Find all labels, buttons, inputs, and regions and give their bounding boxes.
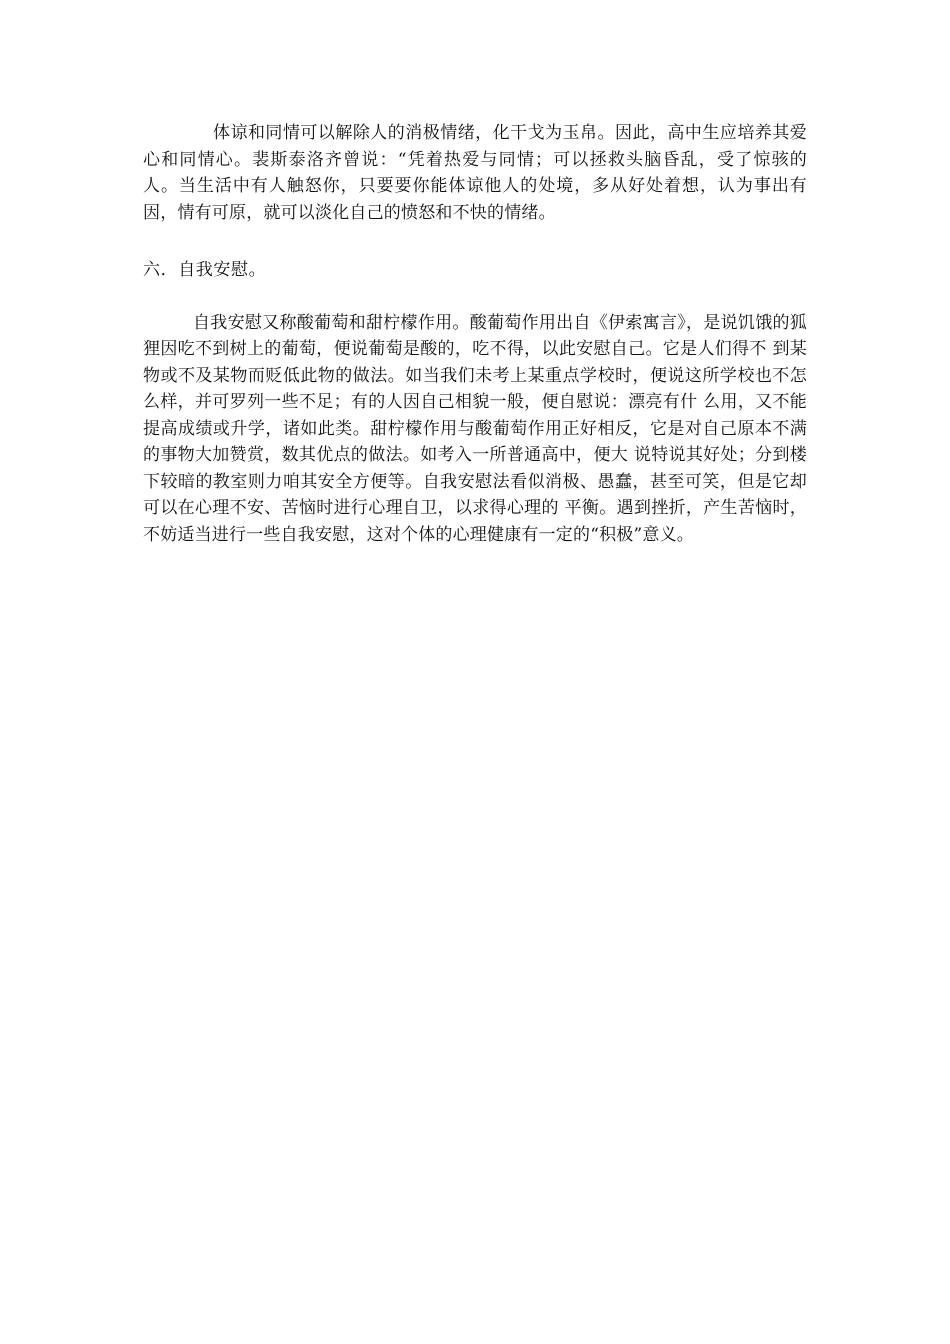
document-body bbox=[143, 120, 807, 548]
paragraph-self-consolation: 自我安慰又称酸葡萄和甜柠檬作用。酸葡萄作用出自《伊索寓言》，是说饥饿的狐狸因吃不到树上的葡萄，便说葡萄是酸的，吃不得，以此安慰自己。它是人们得不 到某物或不及某物而贬低此物的做法。如当我们未考上某重点学校时，便说这所学校也不怎么样，并可罗列一些不足；有的人因自己相貌一般，便自慰说：漂亮有什 么用，又不能提高成绩或升学，诸如此类。甜柠檬作用与酸葡萄作用正好相反，它是对自己原本不满的事物大加赞赏，数其优点的做法。如考入一所普通高中，便大 说特说其好处；分到楼下较暗的教室则力咱其安全方便等。自我安慰法看似消极、愚蠢，甚至可笑，但是它却可以在心理不安、苦恼时进行心理自卫，以求得心理的 平衡。遇到挫折，产生苦恼时，不妨适当进行一些自我安慰，这对个体的心理健康有一定的“积极”意义。 bbox=[143, 312, 807, 545]
paragraph-spacer bbox=[143, 226, 807, 257]
section-heading: 六．自我安慰。 bbox=[143, 260, 267, 280]
paragraph-empathy: 体谅和同情可以解除人的消极情绪，化干戈为玉帛。因此，高中生应培养其爱心和同情心。裴斯泰洛齐曾说：“凭着热爱与同情；可以拯救头脑昏乱，受了惊骇的 人。当生活中有人触怒你，只要要你能体谅他人的处境，多从好处着想，认为事出有因，情有可原，就可以淡化自己的愤怒和不快的情绪。 bbox=[143, 123, 807, 223]
paragraph-spacer bbox=[143, 284, 807, 310]
